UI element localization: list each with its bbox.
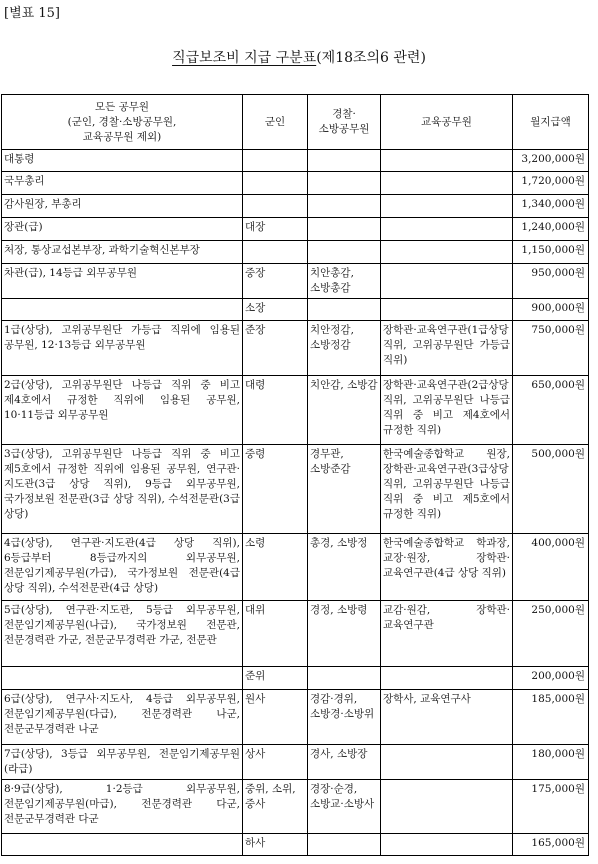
cell-police [308, 195, 381, 218]
table-row [2, 690, 589, 745]
cell-general: 대통령 [2, 150, 243, 172]
cell-general [2, 299, 243, 321]
cell-military: 대위 [243, 601, 308, 667]
cell-amount: 900,000원 [513, 299, 589, 321]
cell-general: 8·9급(상당), 1·2등급 외무공무원, 전문임기제공무원(마급), 전문경력관 다군, 전문군무경력관 다군 [2, 780, 243, 834]
cell-amount: 185,000원 [513, 690, 589, 745]
allowance-table [1, 94, 589, 856]
header-amount: 월지급액 [513, 95, 589, 150]
cell-general: 감사원장, 부총리 [2, 195, 243, 218]
cell-police: 총경, 소방정 [308, 534, 381, 601]
cell-general: 3급(상당), 고위공무원단 나등급 직위 중 비고 제5호에서 규정한 직위에 임용된 공무원, 연구관·지도관(3급 상당 직위), 9등급 외무공무원, 국가정보원 전문관(3급 상당 직위), 수석전문관(3급 상당) [2, 445, 243, 534]
table-row [2, 150, 589, 172]
cell-edu [381, 299, 513, 321]
cell-military: 준장 [243, 321, 308, 376]
table-body [2, 150, 589, 856]
cell-military [243, 241, 308, 264]
table-row [2, 218, 589, 241]
cell-military [243, 150, 308, 172]
header-military: 군인 [243, 95, 308, 150]
cell-edu: 장학관·교육연구관(1급상당 직위, 고위공무원단 가등급 직위) [381, 321, 513, 376]
cell-general: 6급(상당), 연구사·지도사, 4등급 외무공무원, 전문임기제공무원(다급), 전문경력관 나군, 전문군무경력관 나군 [2, 690, 243, 745]
table-row [2, 376, 589, 445]
cell-military: 대장 [243, 218, 308, 241]
cell-general [2, 667, 243, 690]
cell-general: 2급(상당), 고위공무원단 나등급 직위 중 비고 제4호에서 규정한 직위에 임용된 공무원, 10·11등급 외무공무원 [2, 376, 243, 445]
table-row [2, 534, 589, 601]
cell-police [308, 218, 381, 241]
cell-military: 소령 [243, 534, 308, 601]
title-suffix: (제18조의6 관련) [316, 50, 426, 66]
cell-military: 준위 [243, 667, 308, 690]
cell-police: 경감·경위, 소방경·소방위 [308, 690, 381, 745]
cell-edu: 한국예술종합학교 학과장, 교장·원장, 장학관·교육연구관(4급 상당 직위) [381, 534, 513, 601]
cell-amount: 165,000원 [513, 834, 589, 856]
cell-amount: 180,000원 [513, 745, 589, 780]
cell-amount: 3,200,000원 [513, 150, 589, 172]
cell-police: 경무관, 소방준감 [308, 445, 381, 534]
cell-general: 장관(급) [2, 218, 243, 241]
cell-amount: 175,000원 [513, 780, 589, 834]
cell-general: 국무총리 [2, 172, 243, 195]
cell-general [2, 834, 243, 856]
cell-police [308, 241, 381, 264]
table-row [2, 195, 589, 218]
cell-general: 처장, 통상교섭본부장, 과학기술혁신본부장 [2, 241, 243, 264]
table-row [2, 264, 589, 299]
cell-edu [381, 780, 513, 834]
cell-general: 7급(상당), 3등급 외무공무원, 전문임기제공무원(라급) [2, 745, 243, 780]
table-row [2, 445, 589, 534]
cell-edu [381, 195, 513, 218]
table-row [2, 321, 589, 376]
cell-police [308, 834, 381, 856]
page-title [0, 47, 598, 67]
cell-police: 경정, 소방령 [308, 601, 381, 667]
cell-edu: 교감·원감, 장학관·교육연구관 [381, 601, 513, 667]
cell-edu: 장학관·교육연구관(2급상당 직위, 고위공무원단 나등급 직위 중 비고 제4호에서 규정한 직위) [381, 376, 513, 445]
table-row [2, 667, 589, 690]
cell-amount: 200,000원 [513, 667, 589, 690]
cell-edu [381, 172, 513, 195]
cell-general: 4급(상당), 연구관·지도관(4급 상당 직위), 6등급부터 8등급까지의 외무공무원, 전문임기제공무원(가급), 국가정보원 전문관(4급 상당 직위), 수석전문관(4급 상당) [2, 534, 243, 601]
cell-edu [381, 834, 513, 856]
cell-police [308, 299, 381, 321]
cell-military [243, 172, 308, 195]
cell-general: 1급(상당), 고위공무원단 가등급 직위에 임용된 공무원, 12·13등급 외무공무원 [2, 321, 243, 376]
cell-police: 경사, 소방장 [308, 745, 381, 780]
table-row [2, 834, 589, 856]
cell-general: 5급(상당), 연구관·지도관, 5등급 외무공무원, 전문임기제공무원(나급), 국가정보원 전문관, 전문경력관 가군, 전문군무경력관 가군, 전문관 [2, 601, 243, 667]
header-row [2, 95, 589, 150]
cell-amount: 1,150,000원 [513, 241, 589, 264]
cell-amount: 650,000원 [513, 376, 589, 445]
cell-military: 원사 [243, 690, 308, 745]
cell-police [308, 667, 381, 690]
header-police: 경찰· 소방공무원 [308, 95, 381, 150]
cell-military: 중위, 소위, 중사 [243, 780, 308, 834]
table-row [2, 745, 589, 780]
cell-police: 치안총감, 소방총감 [308, 264, 381, 299]
table-row [2, 601, 589, 667]
table-row [2, 241, 589, 264]
cell-amount: 750,000원 [513, 321, 589, 376]
table-row [2, 172, 589, 195]
cell-edu [381, 264, 513, 299]
cell-police: 경장·순경, 소방교·소방사 [308, 780, 381, 834]
cell-edu [381, 745, 513, 780]
cell-police: 치안감, 소방감 [308, 376, 381, 445]
cell-amount: 500,000원 [513, 445, 589, 534]
cell-amount: 950,000원 [513, 264, 589, 299]
cell-general: 차관(급), 14등급 외무공무원 [2, 264, 243, 299]
header-general: 모든 공무원 (군인, 경찰·소방공무원, 교육공무원 제외) [2, 95, 243, 150]
cell-military: 하사 [243, 834, 308, 856]
cell-edu: 한국예술종합학교 원장, 장학관·교육연구관(3급상당 직위, 고위공무원단 나등급 직위 중 비고 제5호에서 규정한 직위) [381, 445, 513, 534]
cell-amount: 1,240,000원 [513, 218, 589, 241]
cell-amount: 250,000원 [513, 601, 589, 667]
cell-military: 소장 [243, 299, 308, 321]
cell-police: 치안정감, 소방정감 [308, 321, 381, 376]
cell-edu [381, 218, 513, 241]
table-row [2, 299, 589, 321]
header-edu: 교육공무원 [381, 95, 513, 150]
cell-military: 중장 [243, 264, 308, 299]
cell-edu: 장학사, 교육연구사 [381, 690, 513, 745]
cell-military: 상사 [243, 745, 308, 780]
cell-amount: 400,000원 [513, 534, 589, 601]
cell-military: 대령 [243, 376, 308, 445]
cell-military: 중령 [243, 445, 308, 534]
cell-police [308, 172, 381, 195]
cell-edu [381, 241, 513, 264]
cell-edu [381, 667, 513, 690]
cell-amount: 1,720,000원 [513, 172, 589, 195]
cell-police [308, 150, 381, 172]
cell-amount: 1,340,000원 [513, 195, 589, 218]
annex-tag: [별표 15] [4, 6, 60, 21]
title-main: 직급보조비 지급 구분표 [172, 50, 317, 66]
cell-military [243, 195, 308, 218]
table-row [2, 780, 589, 834]
cell-edu [381, 150, 513, 172]
